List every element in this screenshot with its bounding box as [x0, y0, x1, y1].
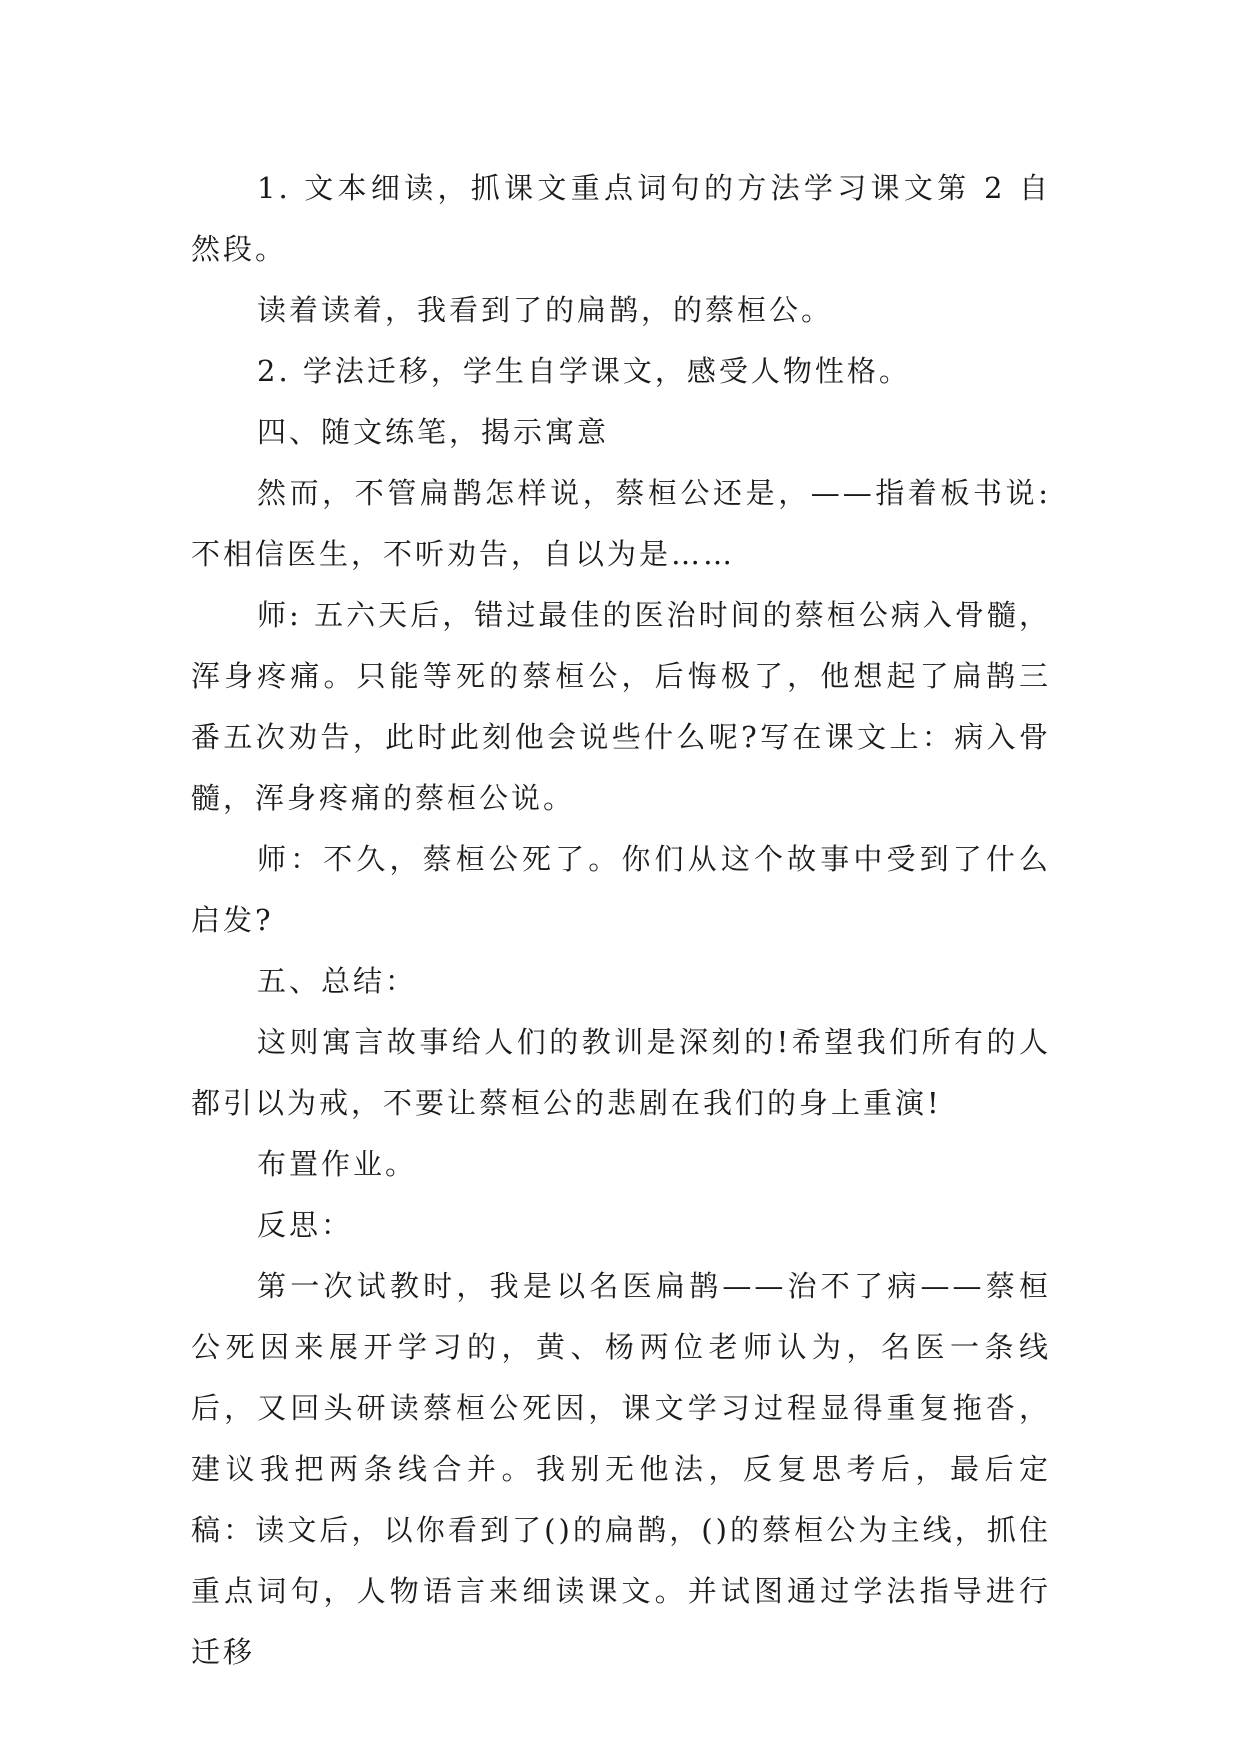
- paragraph-reading-method: 1. 文本细读，抓课文重点词句的方法学习课文第 2 自然段。: [191, 171, 1051, 266]
- paragraph-teacher-1: 师: 五六天后，错过最佳的医治时间的蔡桓公病入骨髓，浑身疼痛。只能等死的蔡桓公，后悔极了，他想起了扁鹊三番五次劝告，此时此刻他会说些什么呢?写在课文上：病入骨髓，浑身疼痛的蔡桓公说。: [191, 598, 1051, 815]
- paragraph-lesson: 这则寓言故事给人们的教训是深刻的!希望我们所有的人都引以为戒，不要让蔡桓公的悲剧在我们的身上重演!: [191, 1025, 1051, 1120]
- paragraph-reading-prompt: 读着读着，我看到了的扁鹊，的蔡桓公。: [257, 293, 834, 327]
- paragraph-transfer-method: 2. 学法迁移，学生自学课文，感受人物性格。: [257, 354, 911, 388]
- paragraph-teacher-2: 师：不久，蔡桓公死了。你们从这个故事中受到了什么启发?: [191, 842, 1051, 937]
- section-heading-5: 五、总结：: [257, 964, 418, 998]
- paragraph-homework: 布置作业。: [257, 1147, 418, 1181]
- paragraph-reflection-body: 第一次试教时，我是以名医扁鹊——治不了病——蔡桓公死因来展开学习的，黄、杨两位老师认为，名医一条线后，又回头研读蔡桓公死因，课文学习过程显得重复拖沓，建议我把两条线合并。我别无他法，反复思考后，最后定稿：读文后，以你看到了()的扁鹊，()的蔡桓公为主线，抓住重点词句，人物语言来细读课文。并试图通过学法指导进行迁移: [191, 1269, 1051, 1669]
- section-heading-4: 四、随文练笔，揭示寓意: [257, 415, 610, 449]
- paragraph-reflection-heading: 反思：: [257, 1208, 354, 1242]
- paragraph-however: 然而，不管扁鹊怎样说，蔡桓公还是，——指着板书说:不相信医生，不听劝告，自以为是……: [191, 476, 1051, 571]
- document-body: [191, 158, 1051, 1683]
